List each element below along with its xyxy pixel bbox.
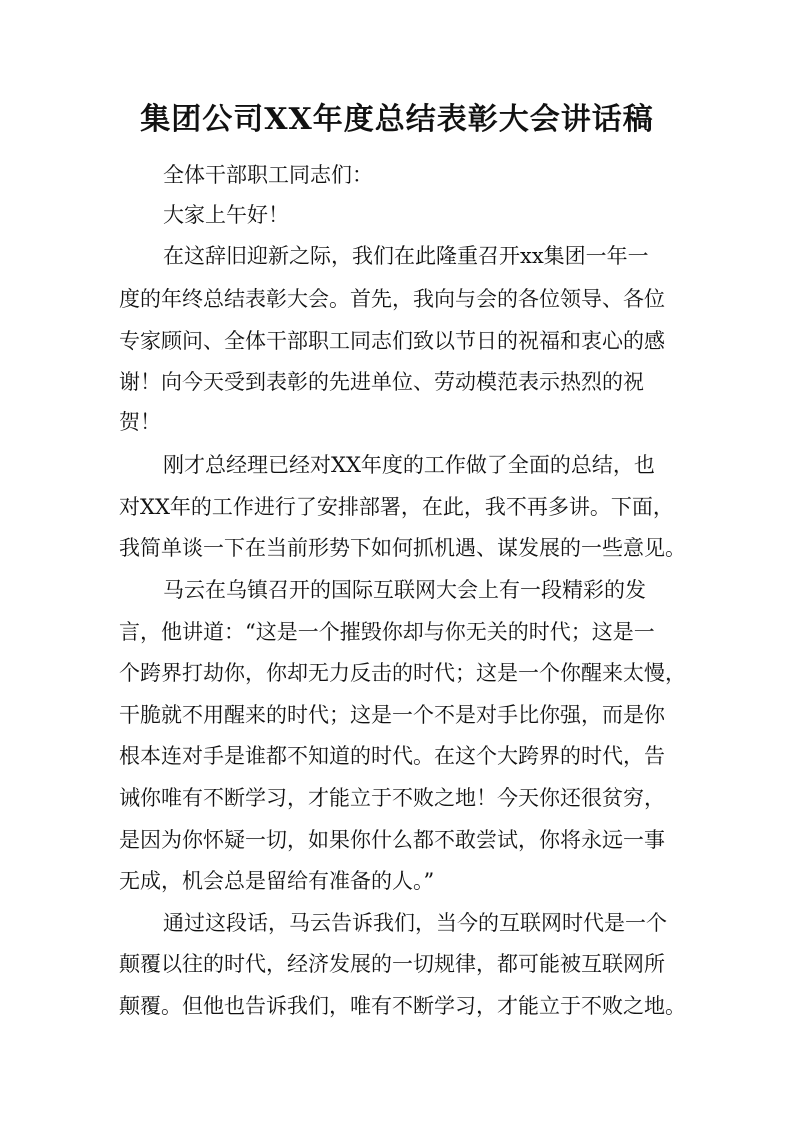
paragraph-3-line-2: 言，他讲道：“这是一个摧毁你却与你无关的时代；这是一 [119,620,655,644]
document-title: 集团公司XX年度总结表彰大会讲话稿 [140,102,654,137]
paragraph-3-line-8: 无成，机会总是留给有准备的人。” [119,869,435,893]
paragraph-4-line-2: 颠覆以往的时代，经济发展的一切规律，都可能被互联网所 [119,952,665,976]
paragraph-3-line-5: 根本连对手是谁都不知道的时代。在这个大跨界的时代，告 [119,744,665,768]
paragraph-3-line-4: 干脆就不用醒来的时代；这是一个不是对手比你强，而是你 [119,703,665,727]
salutation-line: 全体干部职工同志们： [163,163,373,187]
paragraph-3-line-7: 是因为你怀疑一切，如果你什么都不敢尝试，你将永远一事 [119,828,665,852]
paragraph-1-line-2: 度的年终总结表彰大会。首先，我向与会的各位领导、各位 [119,287,665,311]
paragraph-3-line-3: 个跨界打劫你，你却无力反击的时代；这是一个你醒来太慢， [119,661,686,685]
paragraph-4-line-3: 颠覆。但他也告诉我们，唯有不断学习，才能立于不败之地。 [119,994,686,1018]
paragraph-1-line-3: 专家顾问、全体干部职工同志们致以节日的祝福和衷心的感 [119,329,665,353]
paragraph-3-line-1: 马云在乌镇召开的国际互联网大会上有一段精彩的发 [163,578,646,602]
paragraph-2-line-2: 对XX年的工作进行了安排部署，在此，我不再多讲。下面， [119,495,674,519]
paragraph-2-line-3: 我简单谈一下在当前形势下如何抓机遇、谋发展的一些意见。 [119,536,686,560]
paragraph-3-line-6: 诫你唯有不断学习，才能立于不败之地！今天你还很贫穷， [119,786,665,810]
paragraph-1-line-5: 贺！ [119,410,161,434]
paragraph-2-line-1: 刚才总经理已经对XX年度的工作做了全面的总结，也 [163,453,655,477]
paragraph-1-line-1: 在这辞旧迎新之际，我们在此隆重召开xx集团一年一 [163,244,649,268]
paragraph-1-line-4: 谢！向今天受到表彰的先进单位、劳动模范表示热烈的祝 [119,370,644,394]
greeting-line: 大家上午好！ [163,203,289,227]
paragraph-4-line-1: 通过这段话，马云告诉我们，当今的互联网时代是一个 [163,911,667,935]
